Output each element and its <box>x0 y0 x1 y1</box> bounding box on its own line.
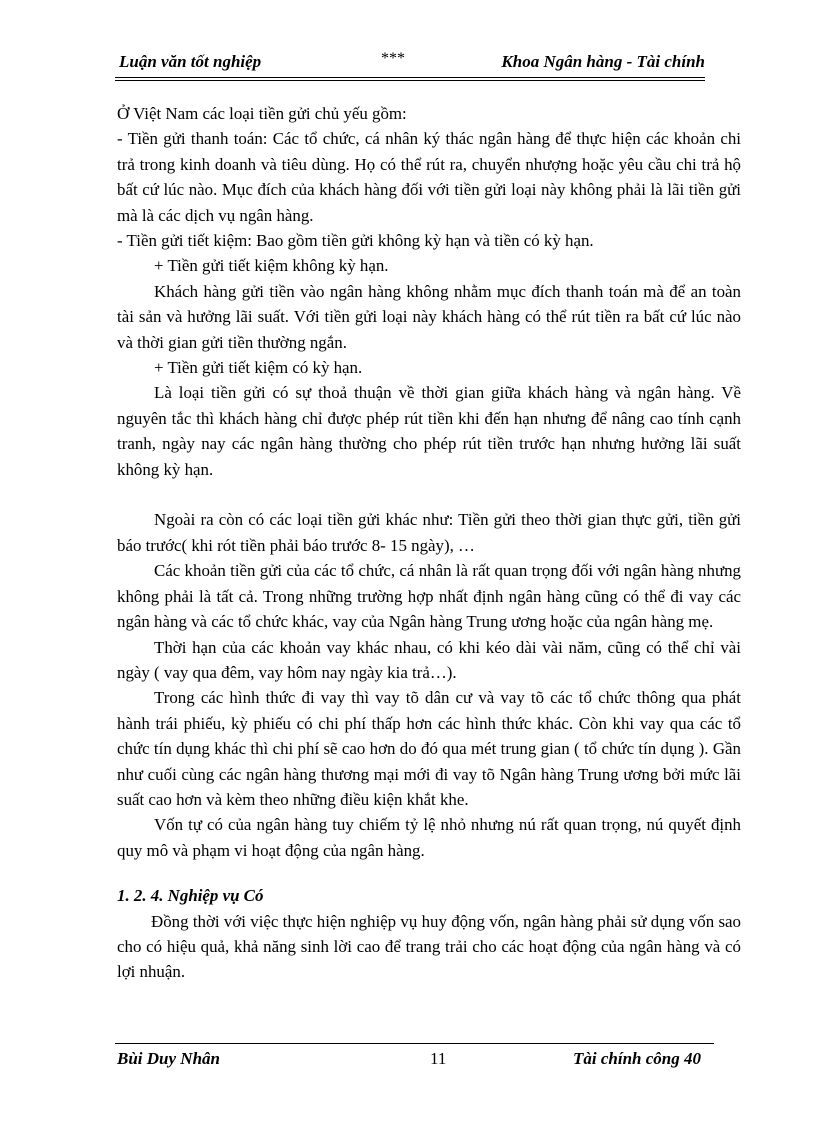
paragraph: - Tiền gửi tiết kiệm: Bao gồm tiền gửi không kỳ hạn và tiền có kỳ hạn. <box>117 231 594 251</box>
header-faculty: Khoa Ngân hàng - Tài chính <box>501 52 705 71</box>
paragraph: Các khoản tiền gửi của các tổ chức, cá nhân là rất quan trọng đối với ngân hàng nhưng không phải là tất cả. Trong những trường hợp nhất định ngân hàng cũng có thể đi vay các ngân hàng và các tổ chức khác, vay của Ngân hàng Trung ương hoặc của ngân hàng mẹ. <box>117 561 741 632</box>
blank-line <box>117 863 741 883</box>
header-thesis-title: Luận văn tốt nghiệp <box>119 52 262 71</box>
paragraph: Khách hàng gửi tiền vào ngân hàng không nhằm mục đích thanh toán mà để an toàn tài sản và hưởng lãi suất. Với tiền gửi loại này khách hàng có thể rút tiền ra bất cứ lúc nào và thời gian gửi tiền thường ngắn. <box>117 281 741 352</box>
paragraph: Đồng thời với việc thực hiện nghiệp vụ huy động vốn, ngân hàng phải sử dụng vốn sao cho có hiệu quả, khả năng sinh lời cao để trang trải cho các hoạt động của ngân hàng và có lợi nhuận. <box>117 911 741 982</box>
footer-rule <box>115 1043 714 1044</box>
section-heading: 1. 2. 4. Nghiệp vụ Có <box>117 886 264 906</box>
footer-class: Tài chính công 40 <box>573 1049 701 1068</box>
header-separator: *** <box>381 50 405 67</box>
page-number: 11 <box>430 1049 447 1068</box>
paragraph: + Tiền gửi tiết kiệm không kỳ hạn. <box>154 256 389 276</box>
footer-author: Bùi Duy Nhân <box>117 1049 220 1068</box>
paragraph: + Tiền gửi tiết kiệm có kỳ hạn. <box>154 358 363 378</box>
paragraph: - Tiền gửi thanh toán: Các tổ chức, cá nhân ký thác ngân hàng để thực hiện các khoản chi trả trong kinh doanh và tiêu dùng. Họ có thể rút ra, chuyển nhượng hoặc yêu cầu chi trả hộ bất cứ lúc nào. Mục đích của khách hàng đối với tiền gửi loại này không phải là lãi tiền gửi mà là các dịch vụ ngân hàng. <box>117 129 741 225</box>
paragraph: Ở Việt Nam các loại tiền gửi chủ yếu gồm: <box>117 104 407 123</box>
paragraph: Trong các hình thức đi vay thì vay tõ dân cư và vay tõ các tổ chức thông qua phát hành trái phiếu, kỳ phiếu có chi phí thấp hơn các hình thức khác. Còn khi vay qua các tổ chức tín dụng khác thì chi phí sẽ cao hơn do đó qua mét trung gian ( tổ chức tín dụng ). Gần như cuối cùng các ngân hàng thương mại mới đi vay tõ Ngân hàng Trung ương bởi mức lãi suất cao hơn và kèm theo những điều kiện khắt khe. <box>117 688 741 809</box>
paragraph: Vốn tự có của ngân hàng tuy chiếm tỷ lệ nhỏ nhưng nú rất quan trọng, nú quyết định quy mô và phạm vi hoạt động của ngân hàng. <box>117 815 741 860</box>
header-rule <box>115 77 705 78</box>
paragraph: Là loại tiền gửi có sự thoả thuận về thời gian giữa khách hàng và ngân hàng. Về nguyên tắc thì khách hàng chỉ được phép rút tiền khi đến hạn nhưng để nâng cao tính cạnh tranh, ngày nay các ngân hàng thường cho phép rút tiền trước hạn nhưng hưởng lãi suất không kỳ hạn. <box>117 383 741 479</box>
header-rule-double <box>115 80 705 81</box>
blank-line <box>117 482 741 507</box>
page-header <box>115 50 705 76</box>
paragraph: Ngoài ra còn có các loại tiền gửi khác như: Tiền gửi theo thời gian thực gửi, tiền gửi báo trước( khi rót tiền phải báo trước 8- 15 ngày), … <box>117 510 741 555</box>
paragraph: Thời hạn của các khoản vay khác nhau, có khi kéo dài vài năm, cũng có thể chỉ vài ngày ( vay qua đêm, vay hôm nay ngày kia trả…). <box>117 637 741 682</box>
document-body <box>117 101 741 985</box>
